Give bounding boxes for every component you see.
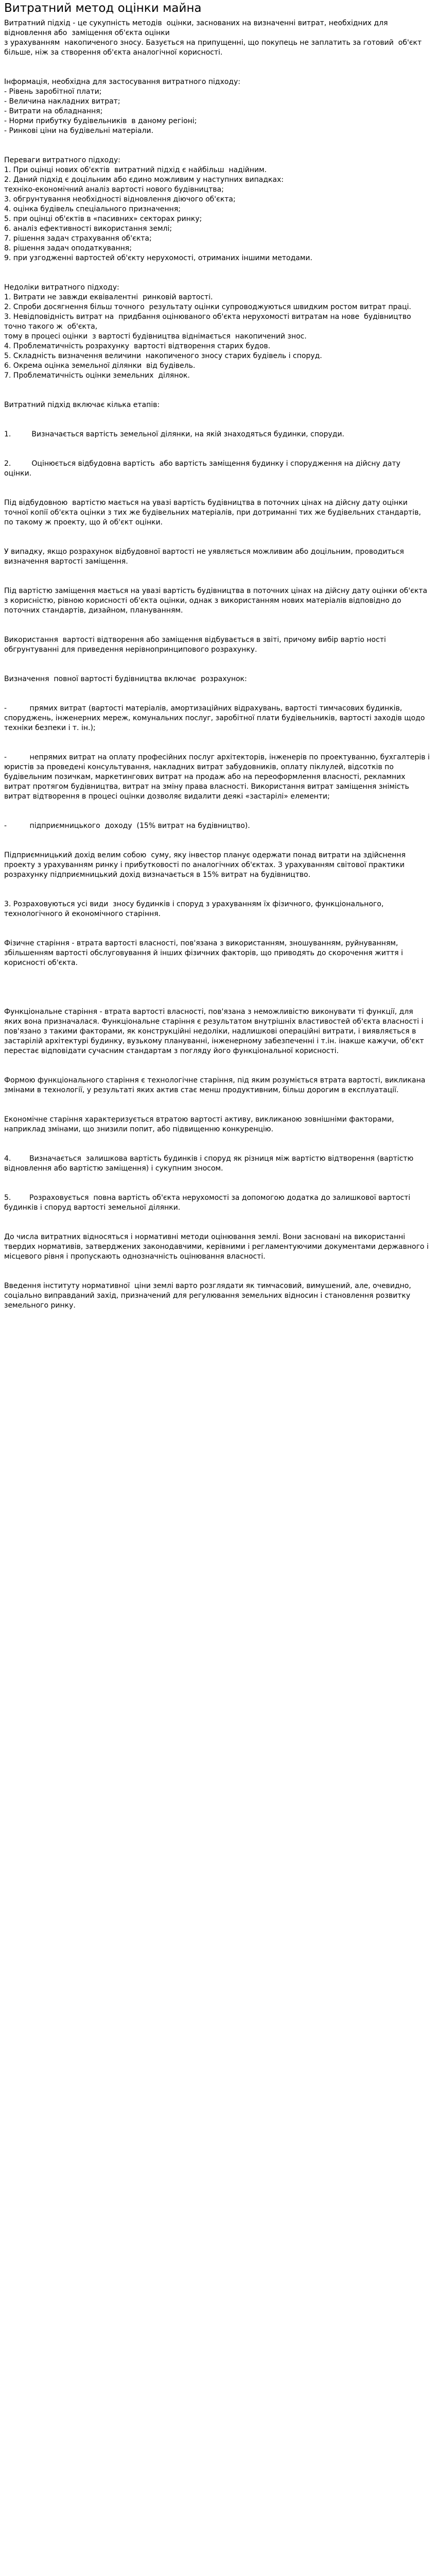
article-body: Витратний підхід - це сукупність методів оцінки, заснованих на визначенні витрат, необхідних для відновлення або заміщення об'єкта оцінки з урахуванням накопиченого зносу. Базується на припущенні, що покупець не заплатить за готовий об'єкт більше, ніж за створення об'єкта аналогічної корисності. Інформація, необхідна для застосування витратного підходу: - Рівень заробітної плати; - Величина накладних витрат; - Витрати на обладнання; - Норми прибутку будівельників в даному регіоні; - Ринкові ціни на будівельні матеріали. Переваги витратного підходу: 1. При оцінці нових об'єктів витратний підхід є найбільш надійним. 2. Даний підхід є доцільним або єдино можливим у наступних випадках: техніко-економічний аналіз вартості нового будівництва; 3. обгрунтування необхідності відновлення діючого об'єкта; 4. оцінка будівель спеціального призначення; 5. при оцінці об'єктів в «пасивних» секторах ринку; 6. аналіз ефективності використання землі; 7. рішення задач страхування об'єкта; 8. рішення задач оподаткування; 9. при узгодженні вартостей об'єкту нерухомості, отриманих іншими методами. Недоліки витратного підходу: 1. Витрати не завжди еквівалентні ринковій вартості. 2. Спроби досягнення більш точного результату оцінки супроводжуються швидким ростом витрат праці. 3. Невідповідність витрат на придбання оцінюваного об'єкта нерухомості витратам на нове будівництво точно такого ж об'єкта, тому в процесі оцінки з вартості будівництва віднімається накопичений знос. 4. Проблематичність розрахунку вартості відтворення старих будов. 5. Складність визначення величини накопиченого зносу старих будівель і споруд. 6. Окрема оцінка земельної ділянки від будівель. 7. Проблематичність оцінки земельних ділянок. Витратний підхід включає кілька етапів: 1. Визначається вартість земельної ділянки, на якій знаходяться будинки, споруди. 2. Оцінюється відбудовна вартість або вартість заміщення будинку і спорудження на дійсну дату оцінки. Під відбудовною вартістю мається на увазі вартість будівництва в поточних цінах на дійсну дату оцінки точної копії об'єкта оцінки з тих же будівельних матеріалів, при дотриманні тих же будівельних стандартів, по такому ж проекту, що й об'єкт оцінки. У випадку, якщо розрахунок відбудовної вартості не уявляється можливим або доцільним, проводиться визначення вартості заміщення. Під вартістю заміщення мається на увазі вартість будівництва в поточних цінах на дійсну дату оцінки об'єкта з корисністю, рівною корисності об'єкта оцінки, однак з використанням нових матеріалів відповідно до поточних стандартів, дизайном, плануванням. Використання вартості відтворення або заміщення відбувається в звіті, причому вибір вартіо ності обгрунтуванні для приведення нерівнопринципового розрахунку. Визначення повної вартості будівництва включає розрахунок: - прямих витрат (вартості матеріалів, амортизаційних відрахувань, вартості тимчасових будинків, споруджень, інженерних мереж, комунальних послуг, заробітної плати будівельників, вартості заходів щодо техніки безпеки і т. ін.); - непрямих витрат на оплату професійних послуг архітекторів, інженерів по проектуванню, бухгалтерів і юристів за проведені консультування, накладних витрат забудовників, оплату піклулей, відсотків по будівельним позичкам, маркетингових витрат на продаж або на переоформлення власності, рекламних витрат протягом будівництва, витрат на зміну права власності. Використання витрат заміщення знімість витрат відтворення в процесі оцінки дозволяє видалити деякі «застарілі» елементи; - підприємницького доходу (15% витрат на будівництво). Підприємницький дохід велим собою суму, яку інвестор планує одержати понад витрати на здійснення проекту з урахуванням ринку і прибутковості по аналогічних об'єктах. З урахуванням світової практики розрахунку підприємницький дохід визначається в 15% витрат на будівництво. 3. Розраховуються усі види зносу будинків і споруд з урахуванням їх фізичного, функціонального, технологічного й економічного старіння. Фізичне старіння - втрата вартості власності, пов'язана з використанням, зношуванням, руйнуванням, збільшенням вартості обслуговування й інших фізичних факторів, що приводять до скорочення життя і корисності об'єкта. Функціональне старіння - втрата вартості власності, пов'язана з неможливістю виконувати ті функції, для яких вона призначалася. Функціональне старіння є результатом внутрішніх властивостей об'єкта власності і пов'язано з такими факторами, як конструкційні недоліки, надлишкові операційні витрати, і виявляється в застарілій архітектурі будинку, вузькому плануванні, інженерному забезпеченні і т.ін. інакше кажучи, об'єкт перестає відповідати сучасним стандартам з погляду його функціональної корисності. Формою функціонального старіння є технологічне старіння, під яким розуміється втрата вартості, викликана змінами в технології, у результаті яких актив стає менш продуктивним, більш дорогим в експлуатації. Економічне старіння характеризується втратою вартості активу, викликаною зовнішніми факторами, наприклад змінами, що знизили попит, або підвищенню конкуренцію. 4. Визначається залишкова вартість будинків і споруд як різниця між вартістю відтворення (вартістю відновлення або вартістю заміщення) і сукупним зносом. 5. Розраховується повна вартість об'єкта нерухомості за допомогою додатка до залишкової вартості будинків і споруд вартості земельної ділянки. До числа витратних відносяться і нормативні методи оцінювання землі. Вони засновані на використанні твердих нормативів, затверджених законодавчими, керівними і регламентуючими документами державного і місцевого рівня і пропускають однозначність оцінювання власності. Введення інституту нормативної ціни землі варто розглядати як тимчасовий, вимушений, але, очевидно, соціально виправданий захід, призначений для регулювання земельних відносин і становлення розвитку земельного ринку. [4,19,430,1310]
page-title: Витратний метод оцінки майна [4,2,202,15]
